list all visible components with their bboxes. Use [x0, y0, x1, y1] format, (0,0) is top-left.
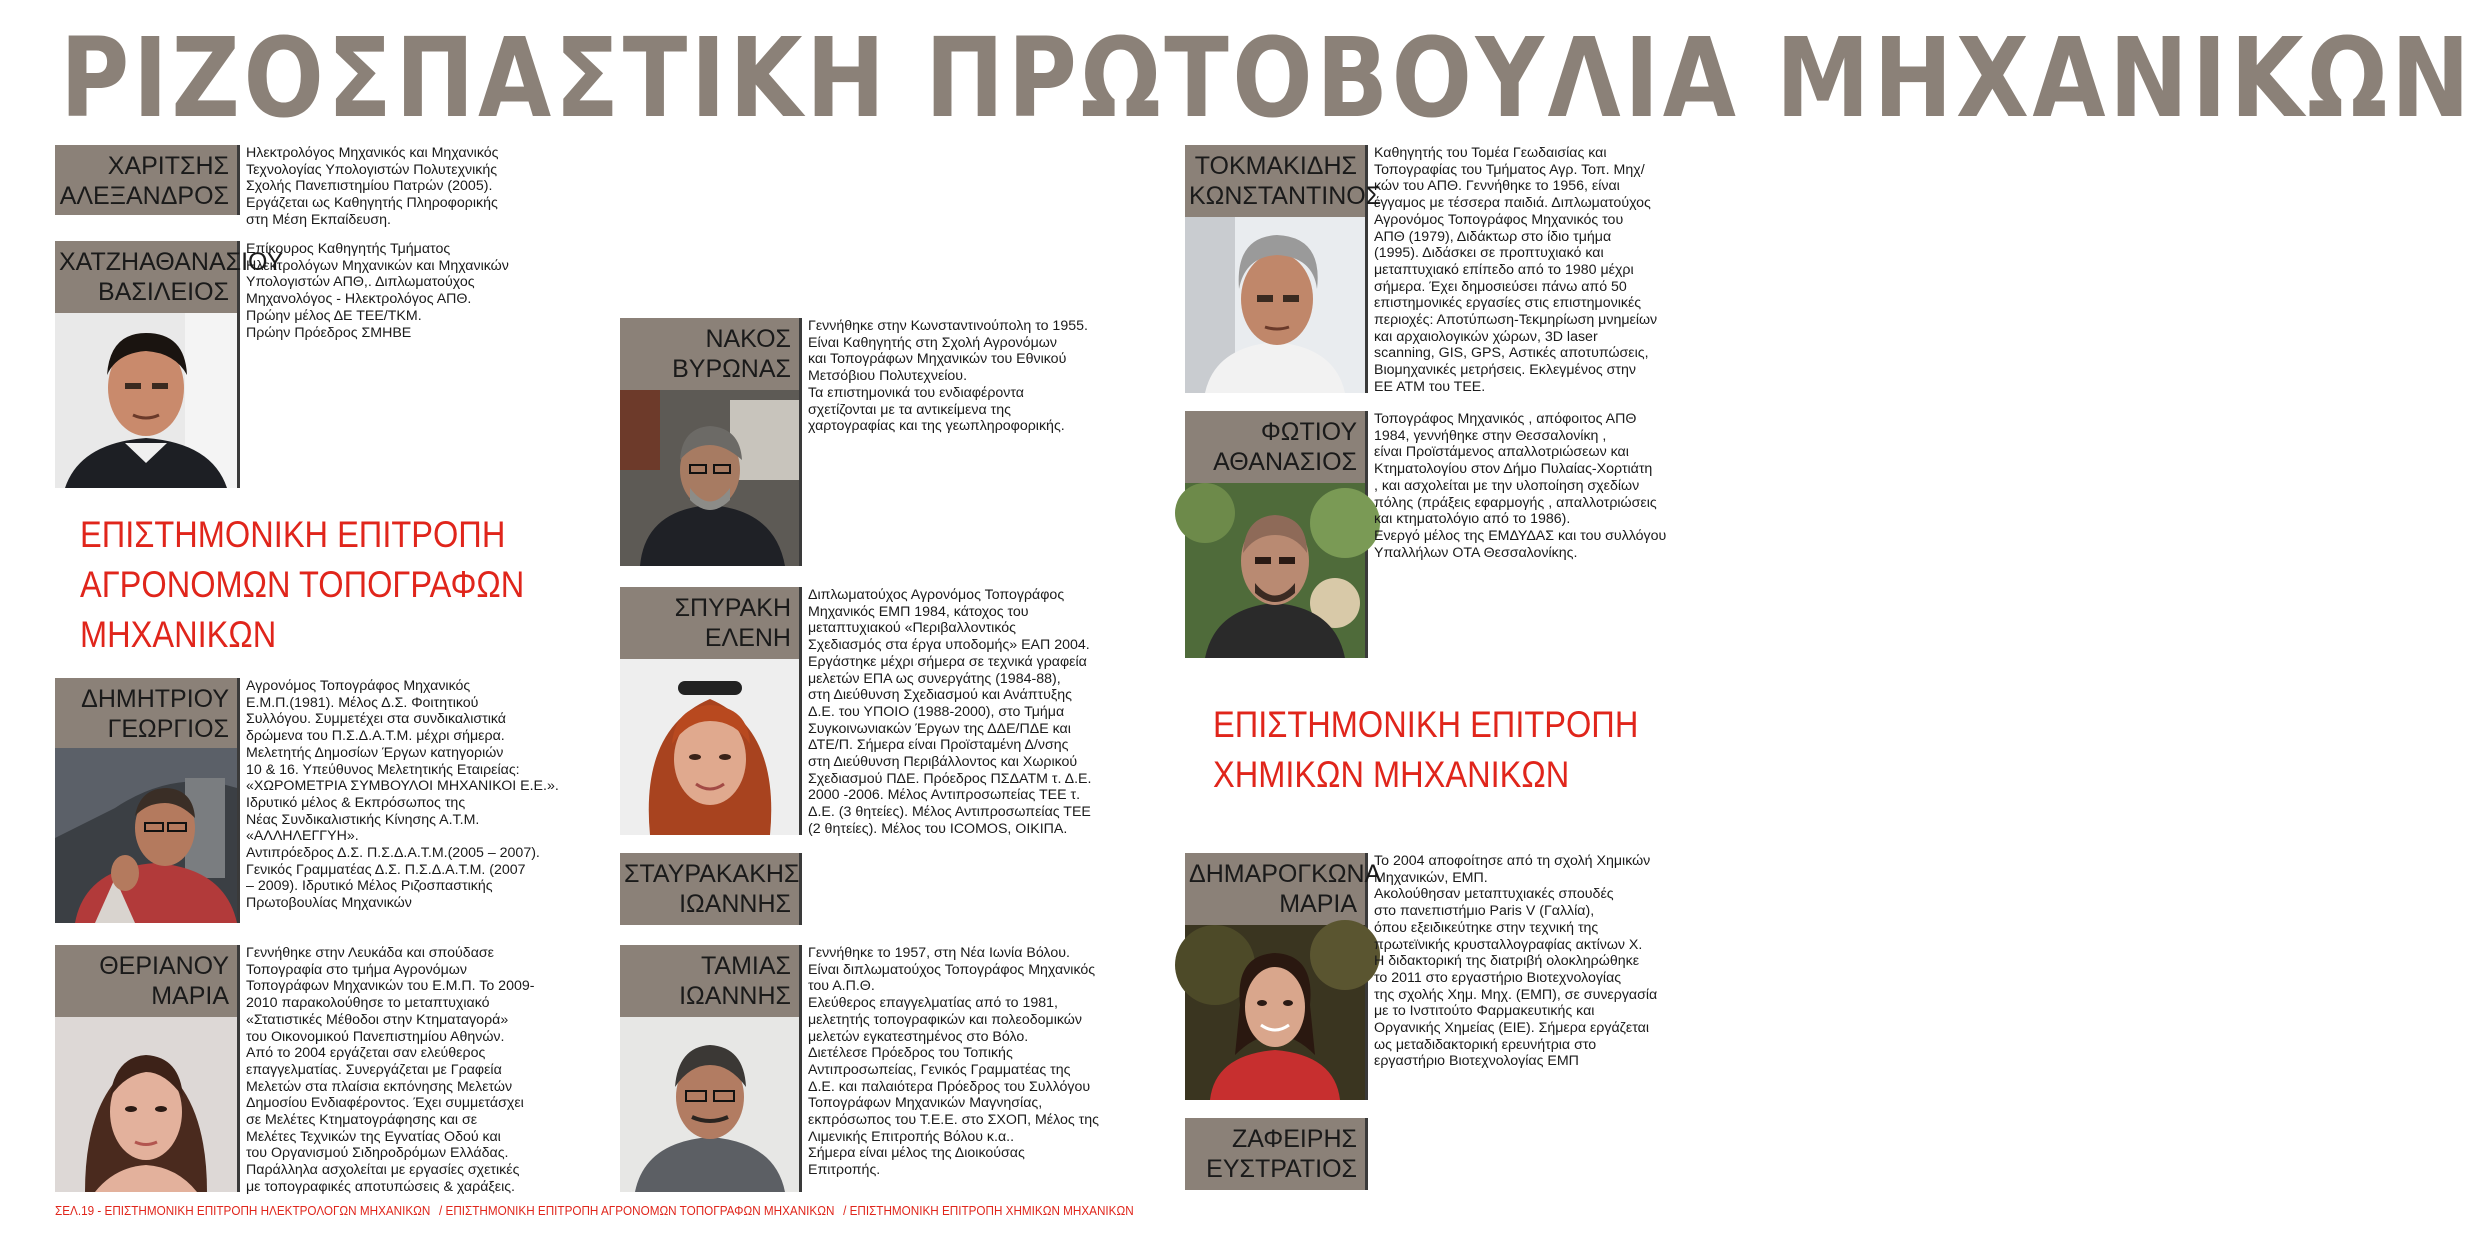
last-name: ΦΩΤΙΟΥ — [1260, 418, 1357, 446]
last-name: ΣΤΑΥΡΑΚΑΚΗΣ — [624, 860, 800, 888]
last-name: ΖΑΦΕΙΡΗΣ — [1232, 1125, 1357, 1153]
section-heading-agronomoi: ΕΠΙΣΤΗΜΟΝΙΚΗ ΕΠΙΤΡΟΠΗ ΑΓΡΟΝΟΜΩΝ ΤΟΠΟΓΡΑΦΩΝ ΜΗΧΑΝΙΚΩΝ — [80, 514, 525, 655]
name-box-spyraki — [620, 587, 802, 659]
first-name: ΑΘΑΝΑΣΙΟΣ — [1213, 448, 1357, 476]
last-name: ΤΟΚΜΑΚΙΔΗΣ — [1194, 152, 1357, 180]
name-box-charitsis — [55, 145, 240, 215]
bio-dimarogkona: Το 2004 αποφοίτησε από τη σχολή Χημικών Μηχανικών, ΕΜΠ. Ακολούθησαν μεταπτυχιακές σπουδές στο πανεπιστήμιο Paris V (Γαλλία), όπου εξειδικεύτηκε στην τεχνική της πρωτεϊνικής κρυσταλλογραφίας ακτίνων Χ. Η διδακτορική της διατριβή ολοκληρώθηκε το 2011 στο εργαστήριο Βιοτεχνολογίας της σχολής Χημ. Μηχ. (ΕΜΠ), σε συνεργασία με το Ινστιτούτο Φαρμακευτικής και Οργανικής Χημείας (ΕΙΕ). Σήμερα εργάζεται ως μεταδιδακτορική ερευνήτρια στο εργαστήριο Βιοτεχνολογίας ΕΜΠ — [1374, 853, 1658, 1070]
first-name: ΓΕΩΡΓΙΟΣ — [107, 715, 229, 743]
footer-page-section: ΣΕΛ.19 - ΕΠΙΣΤΗΜΟΝΙΚΗ ΕΠΙΤΡΟΠΗ ΗΛΕΚΤΡΟΛΟΓΩΝ ΜΗΧΑΝΙΚΩΝ — [55, 1203, 431, 1218]
photo-tokmakidis — [1185, 217, 1368, 393]
name-box-zafeiris — [1185, 1118, 1368, 1190]
page-title: ΡΙΖΟΣΠΑΣΤΙΚΗ ΠΡΩΤΟΒΟΥΛΙΑ ΜΗΧΑΝΙΚΩΝ — [60, 14, 2473, 142]
first-name: ΙΩΑΝΝΗΣ — [679, 982, 791, 1010]
photo-therianou — [55, 1017, 240, 1192]
bio-tokmakidis: Καθηγητής του Τομέα Γεωδαισίας και Τοπογραφίας του Τμήματος Αγρ. Τοπ. Μηχ/ κών του ΑΠΘ. Γεννήθηκε το 1956, είναι έγγαμος με τέσσερα παιδιά. Διπλωματούχος Αγρονόμος Τοπογράφος Μηχανικός του ΑΠΘ (1979), Διδάκτωρ στο ίδιο τμήμα (1995). Διδάσκει σε προπτυχιακό και μεταπτυχιακό επίπεδο από το 1980 μέχρι σήμερα. Έχει δημοσιεύσει πάνω από 50 επιστημονικές εργασίες στις επιστημονικές περιοχές: Αποτύπωση-Τεκμηρίωση μνημείων και αρχαιολογικών χώρων, 3D laser scanning, GIS, GPS, Αστικές αποτυπώσεις, Βιομηχανικές μετρήσεις. Εκλεγμένος στην ΕΕ ΑΤΜ του ΤΕΕ. — [1374, 145, 1658, 395]
bio-fotiou: Τοπογράφος Μηχανικός , απόφοιτος ΑΠΘ 1984, γεννήθηκε στην Θεσσαλονίκη , είναι Προϊστάμενος απαλλοτριώσεων και Κτηματολογίου στον Δήμο Πυλαίας-Χορτιάτη , και ασχολείται με την υλοποίηση σχεδίων πόλης (πράξεις εφαρμογής , απαλλοτριώσεις και κτηματολόγιο από το 1986). Ενεργό μέλος της ΕΜΔΥΔΑΣ και του συλλόγου Υπαλλήλων ΟΤΑ Θεσσαλονίκης. — [1374, 411, 1667, 561]
section-heading-chimikoi: ΕΠΙΣΤΗΜΟΝΙΚΗ ΕΠΙΤΡΟΠΗ ΧΗΜΙΚΩΝ ΜΗΧΑΝΙΚΩΝ — [1213, 704, 1639, 795]
last-name: ΤΑΜΙΑΣ — [701, 952, 791, 980]
page-footer — [55, 1203, 1139, 1218]
first-name: ΙΩΑΝΝΗΣ — [679, 890, 791, 918]
name-box-chatzithanasiou — [55, 241, 284, 313]
photo-tamias — [620, 1017, 802, 1192]
first-name: ΒΑΣΙΛΕΙΟΣ — [98, 278, 229, 306]
last-name: ΔΗΜΗΤΡΙΟΥ — [81, 685, 229, 713]
bio-therianou: Γεννήθηκε στην Λευκάδα και σπούδασε Τοπογραφία στο τμήμα Αγρονόμων Τοπογράφων Μηχανικών του Ε.Μ.Π. Το 2009- 2010 παρακολούθησε το μεταπτυχιακό «Στατιστικές Μέθοδοι στην Κτηματαγορά» του Οικονομικού Πανεπιστημίου Αθηνών. Από το 2004 εργάζεται σαν ελεύθερος επαγγελματίας. Συνεργάζεται με Γραφεία Μελετών στα πλαίσια εκπόνησης Μελετών Δημοσίου Ενδιαφέροντος. Έχει συμμετάσχει σε Μελέτες Κτηματογράφησης και σε Μελέτες Τεχνικών της Εγνατίας Οδού και του Οργανισμού Σιδηροδρόμων Ελλάδας. Παράλληλα ασχολείται με εργασίες σχετικές με τοπογραφικές αποτυπώσεις & χαράξεις. — [246, 945, 535, 1195]
name-box-vyronas — [620, 318, 802, 390]
bio-tamias: Γεννήθηκε το 1957, στη Νέα Ιωνία Βόλου. Είναι διπλωματούχος Τοπογράφος Μηχανικός του Α.Π.Θ. Ελεύθερος επαγγελματίας από το 1981, μελετητής τοπογραφικών και πολεοδομικών μελετών εγκατεστημένος στο Βόλο. Διετέλεσε Πρόεδρος του Τοπικής Αντιπροσωπείας, Γενικός Γραμματέας της Δ.Ε. και παλαιότερα Πρόεδρος του Συλλόγου Τοπογράφων Μηχανικών Μαγνησίας, εκπρόσωπος του Τ.Ε.Ε. στο ΣΧΟΠ, Μέλος της Λιμενικής Επιτροπής Βόλου κ.α.. Σήμερα είναι μέλος της Διοικούσας Επιτροπής. — [808, 945, 1100, 1179]
photo-dimitriou — [55, 748, 240, 923]
last-name: ΧΑΡΙΤΣΗΣ — [107, 152, 229, 180]
first-name: ΒΥΡΩΝΑΣ — [672, 355, 791, 383]
bio-charitsis: Ηλεκτρολόγος Μηχανικός και Μηχανικός Τεχνολογίας Υπολογιστών Πολυτεχνικής Σχολής Πανεπιστημίου Πατρών (2005). Εργάζεται ως Καθηγητής Πληροφορικής στη Μέση Εκπαίδευση. — [246, 145, 499, 228]
bio-chatzithanasiou: Επίκουρος Καθηγητής Τμήματος Ηλεκτρολόγων Μηχανικών και Μηχανικών Υπολογιστών ΑΠΘ,. Διπλωματούχος Μηχανολόγος - Ηλεκτρολόγος ΑΠΘ. Πρώην μέλος ΔΕ ΤΕΕ/ΤΚΜ. Πρώην Πρόεδρος ΣΜΗΒΕ — [246, 241, 509, 341]
last-name: ΧΑΤΖΗΑΘΑΝΑΣΙΟΥ — [59, 248, 284, 276]
first-name: ΚΩΝΣΤΑΝΤΙΝΟΣ — [1189, 182, 1382, 210]
name-box-dimitriou — [55, 678, 240, 748]
footer-section-agronomoi: / ΕΠΙΣΤΗΜΟΝΙΚΗ ΕΠΙΤΡΟΠΗ ΑΓΡΟΝΟΜΩΝ ΤΟΠΟΓΡΑΦΩΝ ΜΗΧΑΝΙΚΩΝ — [439, 1203, 835, 1218]
first-name: ΕΛΕΝΗ — [704, 624, 791, 652]
name-box-dimarogkona — [1185, 853, 1382, 925]
photo-spyraki — [620, 659, 802, 835]
name-box-tokmakidis — [1185, 145, 1382, 217]
last-name: ΔΗΜΑΡΟΓΚΩΝΑ — [1189, 860, 1382, 888]
bio-spyraki: Διπλωματούχος Αγρονόμος Τοπογράφος Μηχανικός ΕΜΠ 1984, κάτοχος του μεταπτυχιακού «Περιβαλλοντικός Σχεδιασμός στα έργα υποδομής» ΕΑΠ 2004. Εργάστηκε μέχρι σήμερα σε τεχνικά γραφεία μελετών ΕΠΑ ως συνεργάτης (1984-88), στη Διεύθυνση Σχεδιασμού και Ανάπτυξης Δ.Ε. του ΥΠΟΙΟ (1988-2000), στο Τμήμα Συγκοινωνιακών Έργων της ΔΔΕ/ΠΔΕ και ΔΤΕ/Π. Σήμερα είναι Προϊσταμένη Δ/νσης στη Διεύθυνση Περιβάλλοντος και Χωρικού Σχεδιασμού ΠΔΕ. Πρόεδρος ΠΣΔΑΤΜ τ. Δ.Ε. 2000 -2006. Μέλος Αντιπροσωπείας ΤΕΕ τ. Δ.Ε. (3 θητείες). Μέλος Αντιπροσωπείας ΤΕΕ (2 θητείες). Μέλος του ICOMOS, ΟΙΚΙΠΑ. — [808, 587, 1092, 837]
bio-dimitriou: Αγρονόμος Τοπογράφος Μηχανικός Ε.Μ.Π.(1981). Μέλος Δ.Σ. Φοιτητικού Συλλόγου. Συμμετέχει στα συνδικαλιστικά δρώμενα του Π.Σ.Δ.Α.Τ.Μ. μέχρι σήμερα. Μελετητής Δημοσίων Έργων κατηγοριών 10 & 16. Υπεύθυνος Μελετητικής Εταιρείας: «ΧΩΡΟΜΕΤΡΙΑ ΣΥΜΒΟΥΛΟΙ ΜΗΧΑΝΙΚΟΙ Ε.Ε.». Ιδρυτικό μέλος & Εκπρόσωπος της Νέας Συνδικαλιστικής Κίνησης Α.Τ.Μ. «ΑΛΛΗΛΕΓΓΥΗ». Αντιπρόεδρος Δ.Σ. Π.Σ.Δ.Α.Τ.Μ.(2005 – 2007). Γενικός Γραμματέας Δ.Σ. Π.Σ.Δ.Α.Τ.Μ. (2007 – 2009). Ιδρυτικό Μέλος Ριζοσπαστικής Πρωτοβουλίας Μηχανικών — [246, 678, 559, 912]
first-name: ΕΥΣΤΡΑΤΙΟΣ — [1206, 1155, 1357, 1183]
bio-vyronas: Γεννήθηκε στην Κωνσταντινούπολη το 1955. Είναι Καθηγητής στη Σχολή Αγρονόμων και Τοπογράφων Μηχανικών του Εθνικού Μετσόβιου Πολυτεχνείου. Τα επιστημονικά του ενδιαφέροντα σχετίζονται με τα αντικείμενα της χαρτογραφίας και της γεωπληροφορικής. — [808, 318, 1088, 435]
photo-chatzithanasiou — [55, 313, 240, 488]
photo-vyronas — [620, 390, 802, 566]
photo-fotiou — [1185, 483, 1368, 658]
name-box-fotiou — [1185, 411, 1368, 483]
first-name: ΑΛΕΞΑΝΔΡΟΣ — [59, 182, 229, 210]
first-name: ΜΑΡΙΑ — [1279, 890, 1357, 918]
first-name: ΜΑΡΙΑ — [151, 982, 229, 1010]
footer-section-chimikoi: / ΕΠΙΣΤΗΜΟΝΙΚΗ ΕΠΙΤΡΟΠΗ ΧΗΜΙΚΩΝ ΜΗΧΑΝΙΚΩΝ — [843, 1203, 1134, 1218]
name-box-stavrakakis — [620, 853, 802, 925]
name-box-tamias — [620, 945, 802, 1017]
name-box-therianou — [55, 945, 240, 1017]
last-name: ΝΑΚΟΣ — [705, 325, 791, 353]
photo-dimarogkona — [1185, 925, 1368, 1100]
last-name: ΣΠΥΡΑΚΗ — [674, 594, 791, 622]
last-name: ΘΕΡΙΑΝΟΥ — [99, 952, 229, 980]
